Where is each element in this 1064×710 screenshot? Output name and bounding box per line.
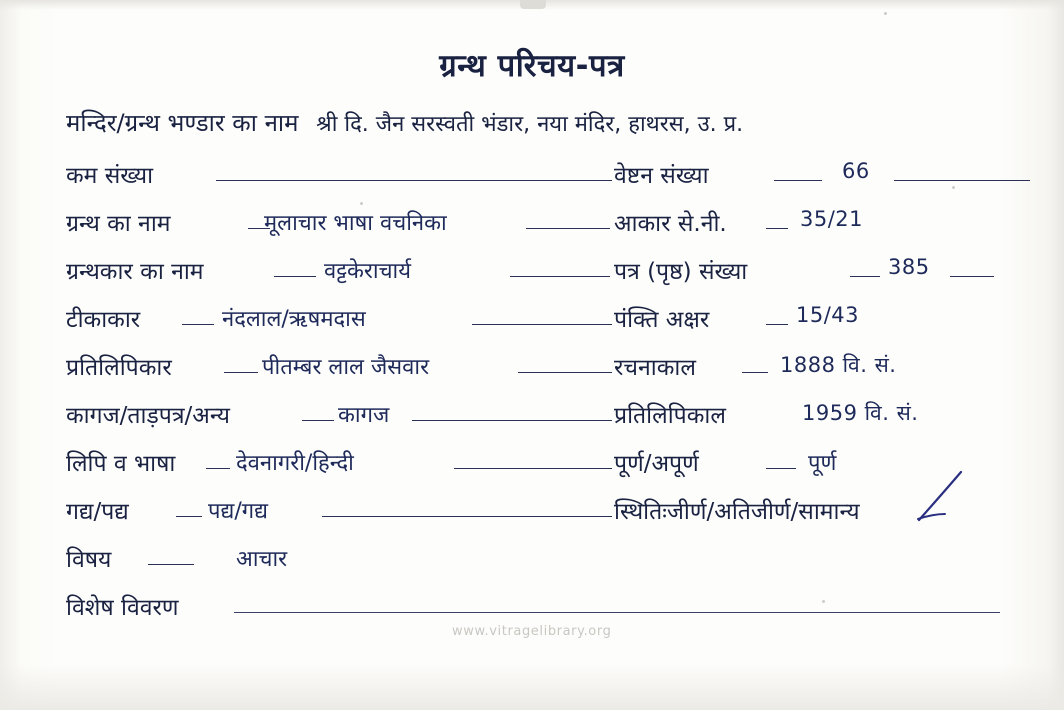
leader-line bbox=[148, 564, 194, 565]
field-label: स्थितिःजीर्ण/अतिजीर्ण/सामान्य bbox=[614, 499, 860, 525]
field-label: ग्रन्थकार का नाम bbox=[66, 259, 204, 285]
leader-line bbox=[454, 468, 612, 469]
row-left bbox=[66, 206, 614, 246]
temple-name-line bbox=[66, 106, 1046, 139]
field-value: 35/21 bbox=[800, 207, 864, 231]
field-label: गद्य/पद्य bbox=[66, 499, 129, 525]
leader-line bbox=[850, 276, 880, 277]
leader-line bbox=[234, 612, 1000, 613]
row-left bbox=[66, 254, 614, 294]
field-value: 15/43 bbox=[796, 303, 860, 327]
row-left bbox=[66, 398, 614, 438]
row-right bbox=[614, 350, 1034, 390]
leader-line bbox=[216, 180, 612, 181]
leader-line bbox=[322, 516, 612, 517]
leader-line bbox=[510, 276, 610, 277]
field-value: पद्य/गद्य bbox=[208, 499, 269, 524]
form-row bbox=[66, 446, 1034, 486]
field-value: 1959 वि. सं. bbox=[802, 401, 919, 425]
leader-line bbox=[742, 372, 768, 373]
field-value: देवनागरी/हिन्दी bbox=[236, 451, 354, 476]
leader-line bbox=[224, 372, 258, 373]
field-label: पूर्ण/अपूर्ण bbox=[614, 451, 699, 477]
field-value: कागज bbox=[338, 403, 390, 428]
field-value: नंदलाल/ऋषमदास bbox=[222, 307, 366, 332]
leader-line bbox=[472, 324, 612, 325]
leader-line bbox=[774, 180, 822, 181]
leader-line bbox=[526, 228, 610, 229]
field-value: 66 bbox=[842, 159, 870, 183]
field-label: वेष्टन संख्या bbox=[614, 163, 709, 189]
page-title: ग्रन्थ परिचय-पत्र bbox=[439, 48, 625, 84]
field-label: पत्र (पृष्ठ) संख्या bbox=[614, 259, 748, 285]
row-left bbox=[66, 494, 614, 534]
leader-line bbox=[766, 324, 788, 325]
field-label: रचनाकाल bbox=[614, 355, 696, 381]
leader-line bbox=[176, 516, 202, 517]
form-row bbox=[66, 494, 1034, 534]
row-right bbox=[614, 494, 1034, 534]
field-label: टीकाकार bbox=[66, 307, 141, 333]
row-right bbox=[614, 398, 1034, 438]
field-label: कम संख्या bbox=[66, 163, 154, 189]
form-row bbox=[66, 542, 1034, 582]
temple-name-value: श्री दि. जैन सरस्वती भंडार, नया मंदिर, हाथरस, उ. प्र. bbox=[316, 112, 744, 137]
form-row bbox=[66, 158, 1034, 198]
row-left bbox=[66, 302, 614, 342]
row-right bbox=[614, 254, 1034, 294]
row-left bbox=[66, 446, 614, 486]
leader-line bbox=[412, 420, 612, 421]
row-left bbox=[66, 158, 614, 198]
form-row bbox=[66, 398, 1034, 438]
field-label: प्रतिलिपिकाल bbox=[614, 403, 726, 429]
row-left bbox=[66, 350, 614, 390]
watermark: www.vitragelibrary.org bbox=[452, 624, 612, 639]
row-right bbox=[614, 302, 1034, 342]
leader-line bbox=[302, 420, 334, 421]
field-value: वट्टकेराचार्य bbox=[324, 259, 412, 284]
leader-line bbox=[182, 324, 214, 325]
pen-mark bbox=[905, 470, 965, 526]
temple-name-label: मन्दिर/ग्रन्थ भण्डार का नाम bbox=[66, 109, 299, 137]
field-label: लिपि व भाषा bbox=[66, 451, 176, 477]
leader-line bbox=[206, 468, 230, 469]
field-label: ग्रन्थ का नाम bbox=[66, 211, 171, 237]
leader-line bbox=[950, 276, 994, 277]
field-label: आकार से.नी. bbox=[614, 211, 727, 237]
field-label: कागज/ताड़पत्र/अन्य bbox=[66, 403, 230, 429]
row-right bbox=[614, 446, 1034, 486]
form-row bbox=[66, 254, 1034, 294]
leader-line bbox=[894, 180, 1030, 181]
field-value: आचार bbox=[236, 547, 288, 572]
field-value: 385 bbox=[888, 255, 930, 279]
leader-line bbox=[766, 468, 796, 469]
row-right bbox=[614, 158, 1034, 198]
field-value: मूलाचार भाषा वचनिका bbox=[264, 211, 447, 236]
field-value: 1888 वि. सं. bbox=[780, 353, 897, 377]
form-row bbox=[66, 302, 1034, 342]
field-value: पीतम्बर लाल जैसवार bbox=[262, 355, 430, 380]
leader-line bbox=[518, 372, 612, 373]
field-label: विशेष विवरण bbox=[66, 595, 179, 621]
field-label: विषय bbox=[66, 547, 112, 573]
field-label: प्रतिलिपिकार bbox=[66, 355, 172, 381]
leader-line bbox=[274, 276, 316, 277]
field-label: पंक्ति अक्षर bbox=[614, 307, 710, 333]
form-row bbox=[66, 350, 1034, 390]
row-left bbox=[66, 542, 614, 582]
row-right bbox=[614, 206, 1034, 246]
field-value: पूर्ण bbox=[808, 451, 837, 476]
form-row bbox=[66, 206, 1034, 246]
leader-line bbox=[766, 228, 788, 229]
